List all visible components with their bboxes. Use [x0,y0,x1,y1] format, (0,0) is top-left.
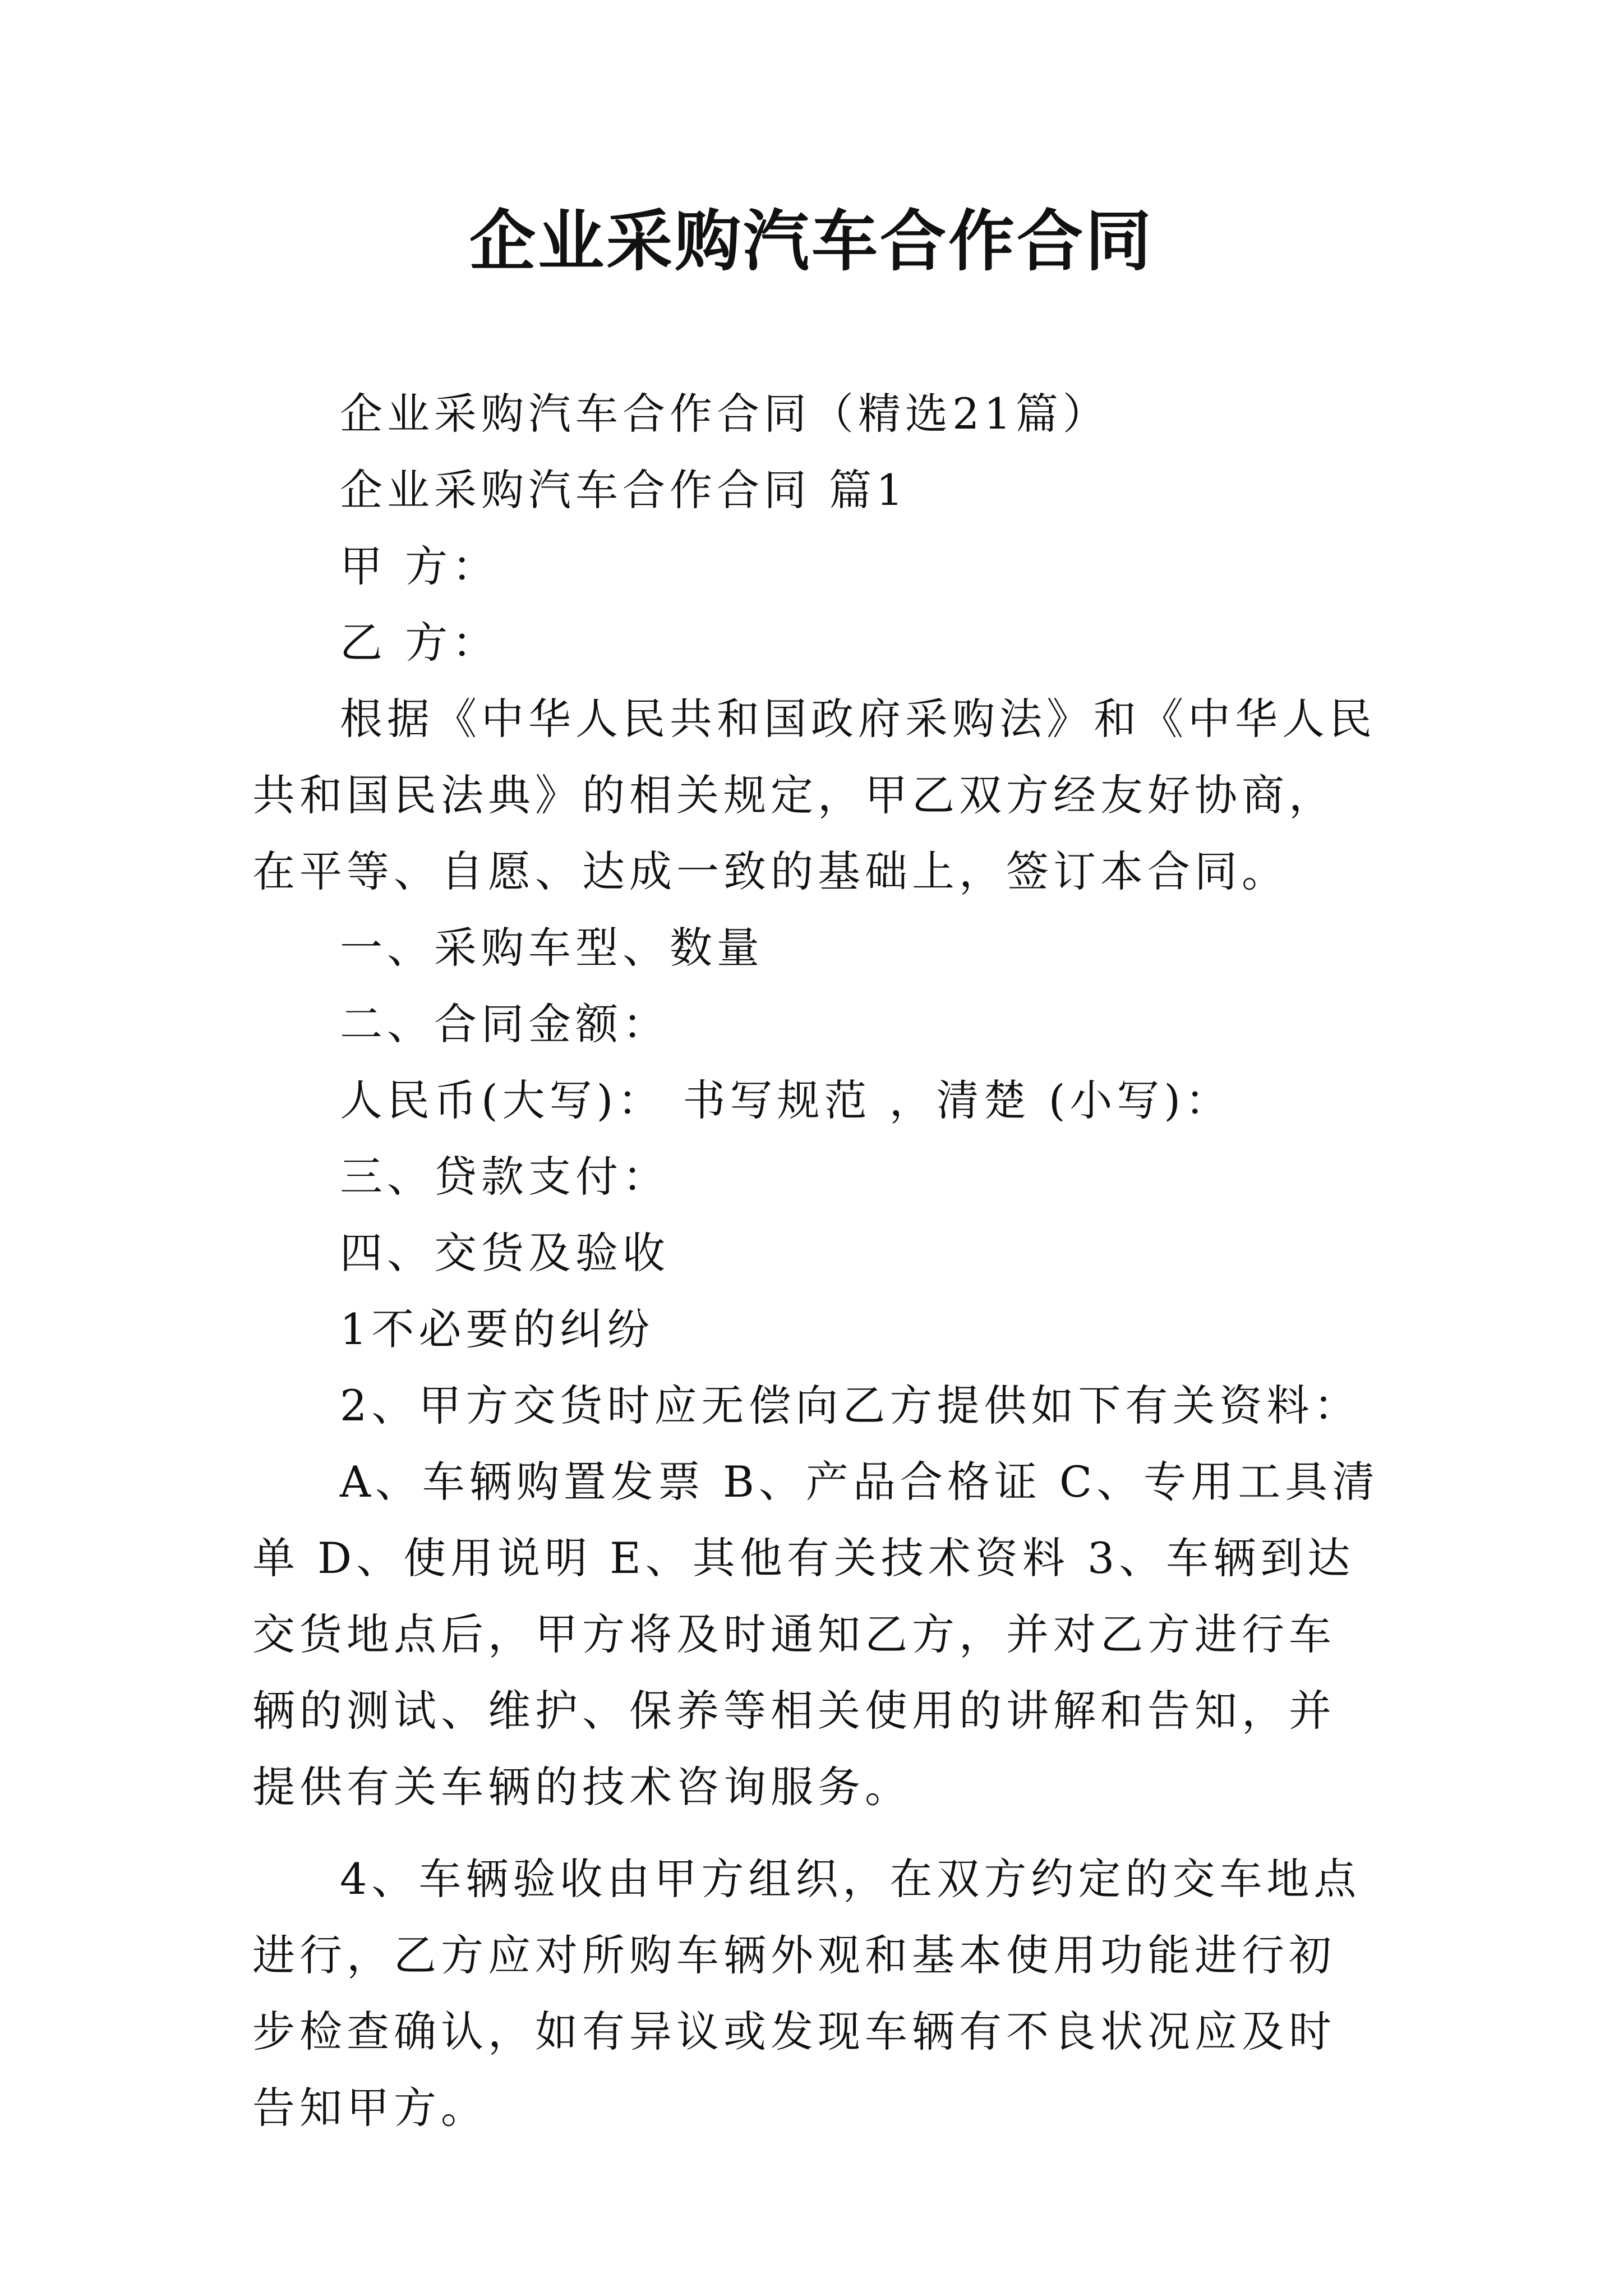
paragraph-clause-2: 二、合同金额： [340,999,670,1049]
paragraph-clause-4: 四、交货及验收 [340,1228,670,1278]
paragraph-party-a: 甲 方： [340,541,500,591]
document-title: 企业采购汽车合作合同 [469,203,1154,280]
paragraph-party-b: 乙 方： [340,618,500,668]
paragraph-subtitle: 企业采购汽车合作合同（精选21篇） [340,389,1110,439]
paragraph-amount: 人民币(大写)： 书写规范 ，清楚 (小写)： [340,1075,1233,1125]
paragraph-clause-1: 一、采购车型、数量 [340,923,764,973]
paragraph-item-4: 4、车辆验收由甲方组织，在双方约定的交车地点进行，乙方应对所购车辆外观和基本使用功能进行初步检查确认，如有异议或发现车辆有不良状况应及时告知甲方。 [252,1854,1361,2133]
paragraph-preamble: 根据《中华人民共和国政府采购法》和《中华人民共和国民法典》的相关规定，甲乙双方经友好协商，在平等、自愿、达成一致的基础上，签订本合同。 [252,694,1376,896]
paragraph-clause-3: 三、贷款支付： [340,1152,670,1202]
paragraph-item-2: 2、甲方交货时应无偿向乙方提供如下有关资料： [340,1381,1361,1430]
paragraph-item-1: 1不必要的纠纷 [340,1304,654,1354]
document-body [252,376,1380,2146]
paragraph-item-documents: A、车辆购置发票 B、产品合格证 C、专用工具清单 D、使用说明 E、其他有关技术资料 3、车辆到达交货地点后，甲方将及时通知乙方，并对乙方进行车辆的测试、维护、保养等相关使用的讲解和告知，并提供有关车辆的技术咨询服务。 [252,1457,1380,1812]
paragraph-section-heading: 企业采购汽车合作合同 篇1 [340,465,908,515]
